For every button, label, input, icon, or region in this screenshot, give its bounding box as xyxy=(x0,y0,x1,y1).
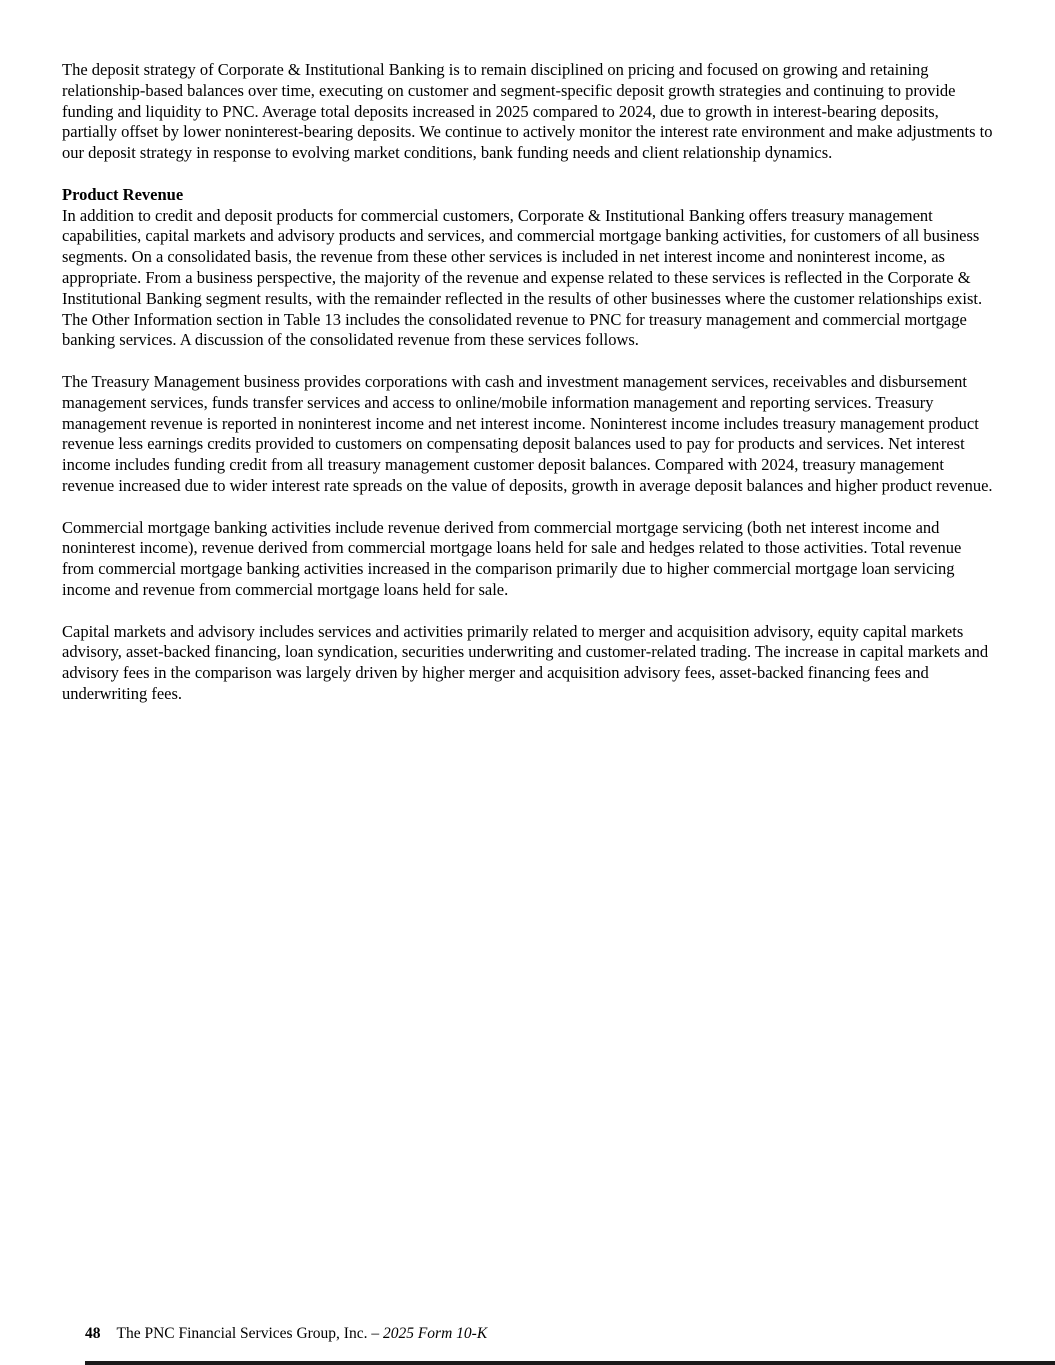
footer-company-name: The PNC Financial Services Group, Inc. – xyxy=(116,1325,383,1342)
paragraph-treasury-management: The Treasury Management business provides corporations with cash and investment management services, receivables and disbursement management services, funds transfer services and access to online/mobile information management and reporting services. Treasury management revenue is reported in noninterest income and net interest income. Noninterest income includes treasury management product revenue less earnings credits provided to customers on compensating deposit balances used to pay for products and services. Net interest income includes funding credit from all treasury management customer deposit balances. Compared with 2024, treasury management revenue increased due to wider interest rate spreads on the value of deposits, growth in average deposit balances and higher product revenue. xyxy=(62,371,993,495)
document-body xyxy=(62,60,995,705)
paragraph-capital-markets-advisory: Capital markets and advisory includes services and activities primarily related to merger and acquisition advisory, equity capital markets advisory, asset-backed financing, loan syndication, securities underwriting and customer-related trading. The increase in capital markets and advisory fees in the comparison was largely driven by higher merger and acquisition advisory fees, asset-backed financing fees and underwriting fees. xyxy=(62,621,989,703)
paragraph-deposit-strategy: The deposit strategy of Corporate & Institutional Banking is to remain disciplined on pricing and focused on growing and retaining relationship-based balances over time, executing on customer and segment-specific deposit growth strategies and continuing to provide funding and liquidity to PNC. Average total deposits increased in 2025 compared to 2024, due to growth in interest-bearing deposits, partially offset by lower noninterest-bearing deposits. We continue to actively monitor the interest rate environment and make adjustments to our deposit strategy in response to evolving market conditions, bank funding needs and client relationship dynamics. xyxy=(62,60,993,163)
paragraph-product-revenue-intro: In addition to credit and deposit products for commercial customers, Corporate & Institutional Banking offers treasury management capabilities, capital markets and advisory products and services, and commercial mortgage banking activities, for customers of all business segments. On a consolidated basis, the revenue from these other services is included in net interest income and noninterest income, as appropriate. From a business perspective, the majority of the revenue and expense related to these services is reflected in the Corporate & Institutional Banking segment results, with the remainder reflected in the results of other businesses where the customer relationships exist. The Other Information section in Table 13 includes the consolidated revenue to PNC for treasury management and commercial mortgage banking services. A discussion of the consolidated revenue from these services follows. xyxy=(62,205,983,350)
page-number: 48 xyxy=(85,1325,101,1342)
paragraph-commercial-mortgage-banking: Commercial mortgage banking activities include revenue derived from commercial mortgage servicing (both net interest income and noninterest income), revenue derived from commercial mortgage loans held for sale and hedges related to those activities. Total revenue from commercial mortgage banking activities increased in the comparison primarily due to higher commercial mortgage loan servicing income and revenue from commercial mortgage loans held for sale. xyxy=(62,517,962,599)
section-heading-product-revenue: Product Revenue xyxy=(62,184,184,204)
footer-form-title: 2025 Form 10-K xyxy=(382,1325,488,1342)
page-bottom-edge xyxy=(85,1361,1055,1365)
page-footer xyxy=(85,1325,487,1343)
